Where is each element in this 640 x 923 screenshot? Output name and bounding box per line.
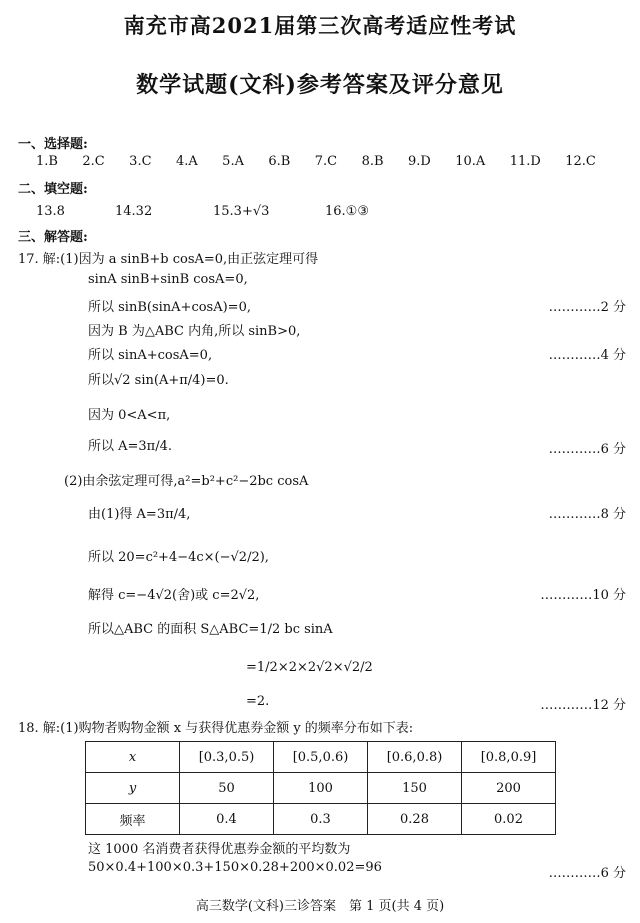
score-10: …………10 分 — [540, 588, 626, 603]
q17-line-10: 解得 c=−4√2(舍)或 c=2√2, — [88, 588, 260, 603]
choice-answer: 7.C — [314, 154, 338, 169]
choice-answer: 1.B — [36, 154, 58, 169]
table-cell: [0.8,0.9] — [462, 742, 556, 773]
q17-line-4: 所以 sinA+cosA=0, — [88, 348, 213, 363]
table-cell: x — [86, 742, 180, 773]
page-subtitle: 数学试题(文科)参考答案及评分意见 — [136, 72, 504, 98]
table-cell: [0.5,0.6) — [274, 742, 368, 773]
choice-answer: 3.C — [129, 154, 152, 169]
choice-answer: 2.C — [82, 154, 105, 169]
q17-line-5: 所以√2 sin(A+π/4)=0. — [88, 373, 229, 388]
choice-answer: 8.B — [361, 154, 384, 169]
q17-line-6: 因为 0<A<π, — [88, 408, 171, 423]
table-cell: 150 — [368, 773, 462, 804]
table-row — [86, 804, 556, 835]
answer-14: 14.32 — [115, 204, 153, 219]
score-4: …………4 分 — [548, 348, 626, 363]
choice-answer: 4.A — [175, 154, 198, 169]
q17-line-3: 因为 B 为△ABC 内角,所以 sinB>0, — [88, 324, 301, 339]
answer-15: 15.3+√3 — [213, 204, 270, 219]
score-6: …………6 分 — [548, 442, 626, 457]
table-row — [86, 742, 556, 773]
score-6b: …………6 分 — [548, 866, 626, 881]
table-cell: 0.28 — [368, 804, 462, 835]
q17-line-1: sinA sinB+sinB cosA=0, — [88, 272, 248, 287]
q18-line-2: 50×0.4+100×0.3+150×0.28+200×0.02=96 — [88, 860, 382, 875]
q17-line-8: 由(1)得 A=3π/4, — [88, 507, 191, 522]
section-solution-label: 三、解答题: — [18, 230, 88, 245]
choice-answer: 6.B — [268, 154, 291, 169]
score-12: …………12 分 — [540, 698, 626, 713]
score-2: …………2 分 — [548, 300, 626, 315]
q17-line-2: 所以 sinB(sinA+cosA)=0, — [88, 300, 251, 315]
table-cell: 100 — [274, 773, 368, 804]
choice-answers — [36, 154, 596, 169]
table-cell: 0.02 — [462, 804, 556, 835]
q17-line-13: =2. — [246, 694, 270, 709]
section-fill-label: 二、填空题: — [18, 182, 88, 197]
score-8: …………8 分 — [548, 507, 626, 522]
q17-part-2: (2)由余弦定理可得,a²=b²+c²−2bc cosA — [64, 474, 309, 489]
table-cell: y — [86, 773, 180, 804]
table-cell: 200 — [462, 773, 556, 804]
table-cell: 0.3 — [274, 804, 368, 835]
page-title: 南充市高2021届第三次高考适应性考试 — [123, 13, 517, 38]
table-row — [86, 773, 556, 804]
choice-answer: 12.C — [565, 154, 596, 169]
q17-line-12: =1/2×2×2√2×√2/2 — [246, 660, 373, 675]
q17-line-7: 所以 A=3π/4. — [88, 439, 173, 454]
choice-answer: 10.A — [455, 154, 486, 169]
q17-line-9: 所以 20=c²+4−4c×(−√2/2), — [88, 550, 269, 565]
table-cell: 0.4 — [180, 804, 274, 835]
table-cell: 50 — [180, 773, 274, 804]
table-cell: 频率 — [86, 804, 180, 835]
answer-13: 13.8 — [36, 204, 65, 219]
q17-intro: 17. 解:(1)因为 a sinB+b cosA=0,由正弦定理可得 — [18, 252, 319, 267]
choice-answer: 11.D — [509, 154, 541, 169]
frequency-table — [85, 741, 556, 835]
page-footer: 高三数学(文科)三诊答案 第 1 页(共 4 页) — [195, 899, 445, 914]
table-cell: [0.6,0.8) — [368, 742, 462, 773]
section-choice-label: 一、选择题: — [18, 137, 88, 152]
table-cell: [0.3,0.5) — [180, 742, 274, 773]
choice-answer: 9.D — [407, 154, 431, 169]
choice-answer: 5.A — [222, 154, 244, 169]
q18-intro: 18. 解:(1)购物者购物金额 x 与获得优惠券金额 y 的频率分布如下表: — [18, 721, 414, 736]
q18-line-1: 这 1000 名消费者获得优惠券金额的平均数为 — [88, 842, 351, 857]
answer-16: 16.①③ — [325, 204, 369, 219]
q17-line-11: 所以△ABC 的面积 S△ABC=1/2 bc sinA — [88, 622, 333, 637]
